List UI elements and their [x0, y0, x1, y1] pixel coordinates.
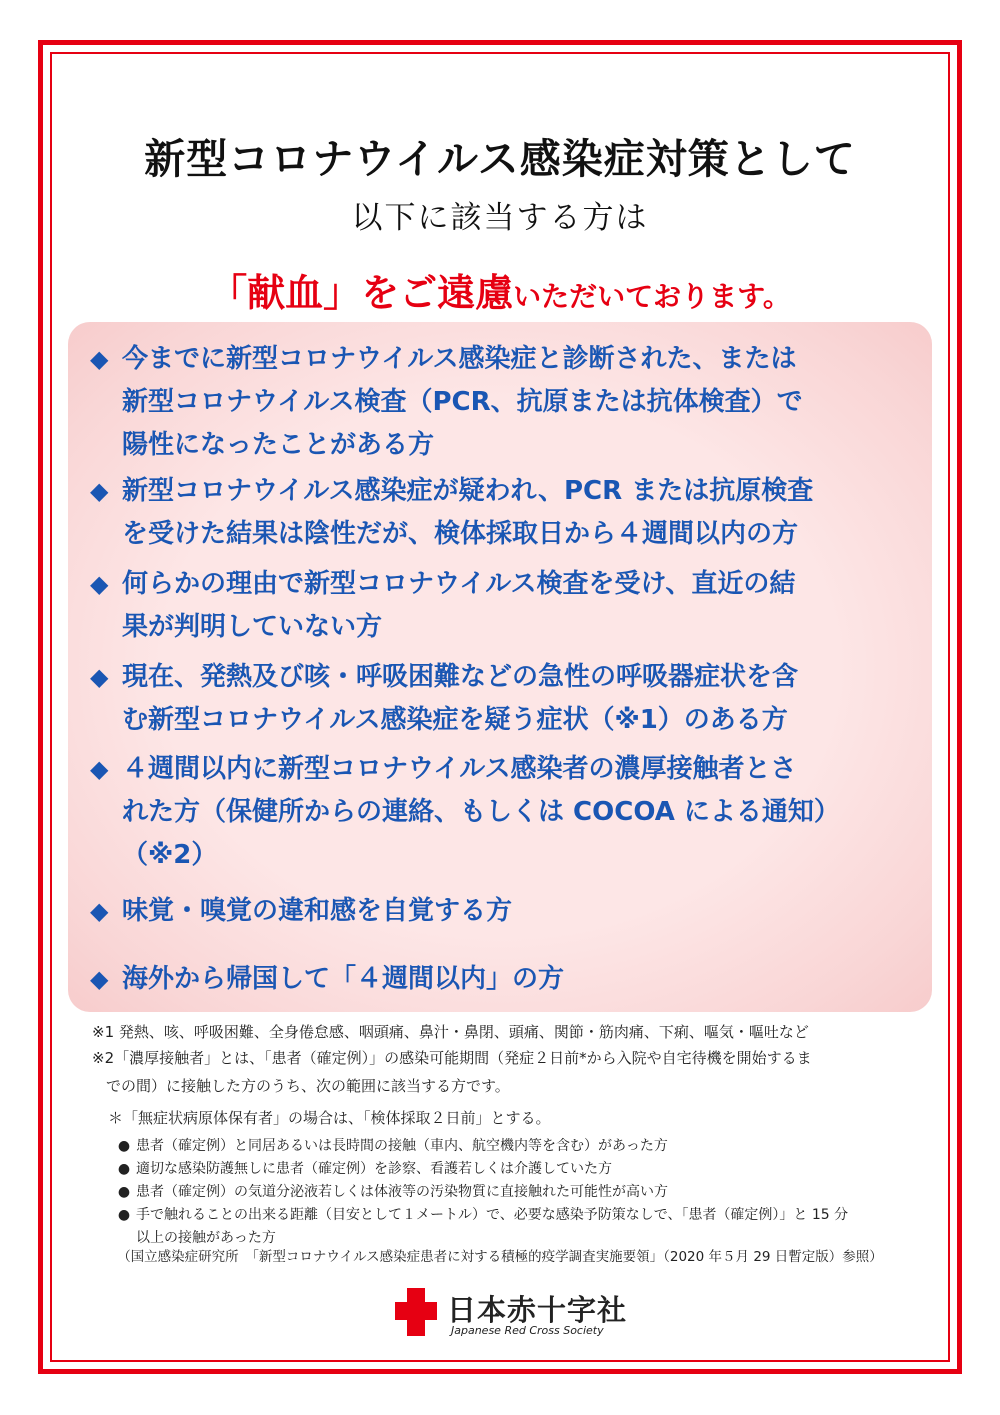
bullet-dot-icon: ●: [117, 1207, 131, 1223]
headline-big: 「献血」をご遠慮: [209, 271, 514, 315]
criteria-line: 現在、発熱及び咳・呼吸困難などの急性の呼吸器症状を含: [122, 662, 799, 692]
diamond-bullet-icon: ◆: [90, 663, 109, 691]
criteria-line: 新型コロナウイルス検査（PCR、抗原または抗体検査）で: [122, 387, 803, 417]
bullet-dot-icon: ●: [117, 1138, 131, 1154]
bullet-dot-icon: ●: [117, 1161, 131, 1177]
criteria-line: 陽性になったことがある方: [122, 430, 435, 460]
diamond-bullet-icon: ◆: [90, 345, 109, 373]
criteria-line: 海外から帰国して「４週間以内」の方: [122, 964, 565, 994]
criteria-line: （※2）: [122, 840, 218, 870]
headline: [0, 262, 1000, 317]
logo-name-jp: 日本赤十字社: [447, 1293, 628, 1327]
page-subtitle: 以下に該当する方は: [351, 200, 649, 236]
diamond-bullet-icon: ◆: [90, 755, 109, 783]
criteria-item-3: [90, 563, 920, 649]
criteria-line: む新型コロナウイルス感染症を疑う症状（※1）のある方: [122, 705, 788, 735]
criteria-line: 新型コロナウイルス感染症が疑われ、PCR または抗原検査: [122, 476, 814, 506]
logo-name-en: Japanese Red Cross Society: [451, 1324, 604, 1337]
diamond-bullet-icon: ◆: [90, 965, 109, 993]
bullet-dot-icon: ●: [117, 1184, 131, 1200]
criteria-item-5: [90, 748, 920, 877]
criteria-line: 味覚・嗅覚の違和感を自覚する方: [122, 896, 513, 926]
criteria-line: 何らかの理由で新型コロナウイルス検査を受け、直近の結: [122, 569, 796, 599]
criteria-item-7: [90, 958, 920, 1001]
footnote-2-line-1: ※2「濃厚接触者」とは、「患者（確定例）」の感染可能期間（発症２日前*から入院や自宅待機を開始するま: [92, 1049, 812, 1067]
contact-criteria-item: ● 手で触れることの出来る距離（目安として１メートル）で、必要な感染予防策なしで、「患者（確定例）」と 15 分: [112, 1203, 942, 1227]
asterisk-note: ＊「無症状病原体保有者」の場合は、「検体採取２日前」とする。: [108, 1109, 551, 1127]
page-title: 新型コロナウイルス感染症対策として: [144, 135, 856, 183]
contact-criteria-item: ● 患者（確定例）と同居あるいは長時間の接触（車内、航空機内等を含む）があった方: [112, 1134, 942, 1158]
criteria-item-6: [90, 890, 920, 933]
criteria-item-4: [90, 656, 920, 742]
reference-note: （国立感染症研究所 「新型コロナウイルス感染症患者に対する積極的疫学調査実施要領」（2020 年５月 29 日暫定版）参照）: [117, 1249, 883, 1265]
criteria-line: を受けた結果は陰性だが、検体採取日から４週間以内の方: [122, 519, 799, 549]
criteria-line: ４週間以内に新型コロナウイルス感染者の濃厚接触者とさ: [122, 754, 797, 784]
contact-criteria-item: ● 患者（確定例）の気道分泌液若しくは体液等の汚染物質に直接触れた可能性が高い方: [112, 1180, 942, 1204]
contact-criteria-item: ● 適切な感染防護無しに患者（確定例）を診察、看護若しくは介護していた方: [112, 1157, 942, 1181]
diamond-bullet-icon: ◆: [90, 570, 109, 598]
criteria-item-1: [90, 338, 920, 467]
criteria-line: 今までに新型コロナウイルス感染症と診断された、または: [122, 344, 797, 374]
red-cross-icon-bar: [395, 1302, 437, 1320]
red-cross-logo: [395, 1288, 628, 1348]
footnote-1: ※1 発熱、咳、呼吸困難、全身倦怠感、咽頭痛、鼻汁・鼻閉、頭痛、関節・筋肉痛、下痢、嘔気・嘔吐など: [92, 1023, 809, 1041]
headline-small: いただいております。: [513, 280, 791, 313]
contact-criteria-item-continued: 以上の接触があった方: [136, 1230, 276, 1246]
diamond-bullet-icon: ◆: [90, 477, 109, 505]
criteria-line: れた方（保健所からの連絡、もしくは COCOA による通知）: [122, 797, 840, 827]
diamond-bullet-icon: ◆: [90, 897, 109, 925]
criteria-item-2: [90, 470, 920, 556]
footnote-2-line-2: での間）に接触した方のうち、次の範囲に該当する方です。: [106, 1077, 510, 1095]
criteria-line: 果が判明していない方: [122, 612, 383, 642]
